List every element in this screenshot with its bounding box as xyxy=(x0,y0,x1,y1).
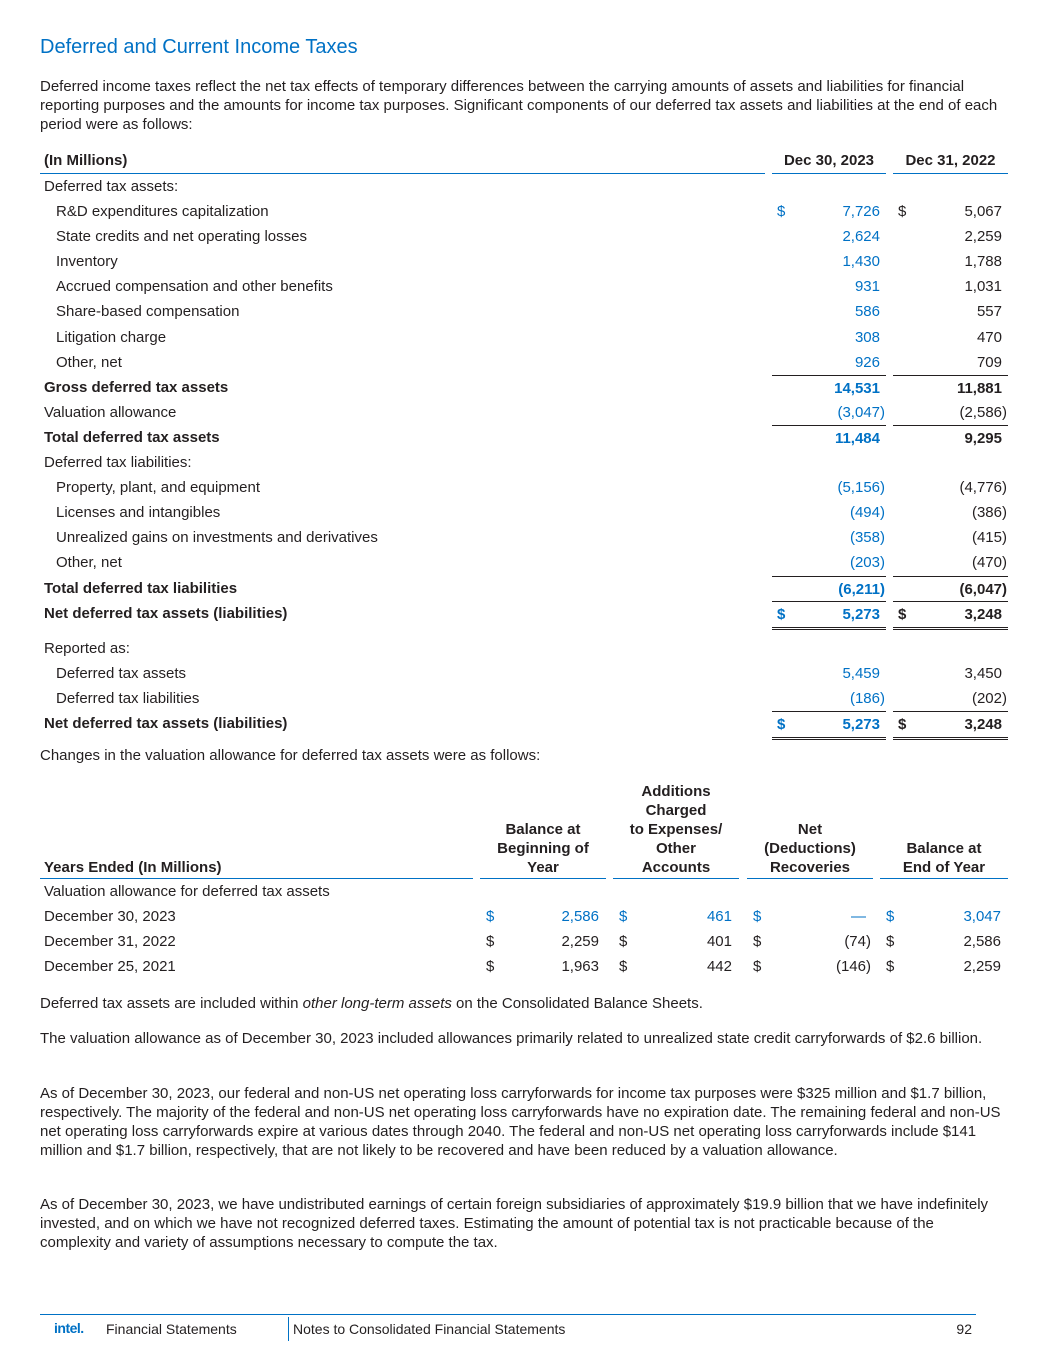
header-label: Years Ended (In Millions) xyxy=(44,859,222,876)
cell-dec-30-2023 xyxy=(772,375,886,401)
paragraph-balance-sheet-note xyxy=(40,994,1008,1013)
cell-value: 401 xyxy=(706,933,732,951)
cell-dec-31-2022 xyxy=(893,174,1008,199)
cell-dec-30-2023 xyxy=(772,661,886,686)
cell-dec-31-2022 xyxy=(893,450,1008,475)
cell-dec-30-2023 xyxy=(772,450,886,475)
row-label: Total deferred tax liabilities xyxy=(44,579,238,597)
table-row xyxy=(40,249,1008,274)
cell-value: (4,776) xyxy=(959,479,1007,497)
row-label: Accrued compensation and other benefits xyxy=(56,278,333,296)
cell-value: (186) xyxy=(849,690,885,708)
cell-dec-31-2022 xyxy=(893,525,1008,550)
row-label: State credits and net operating losses xyxy=(56,228,307,246)
row-label: December 25, 2021 xyxy=(44,958,176,976)
cell-dec-31-2022 xyxy=(893,224,1008,249)
row-label: December 31, 2022 xyxy=(44,933,176,951)
cell-dec-31-2022 xyxy=(893,601,1008,630)
valuation-allowance-table xyxy=(40,779,1008,979)
currency-symbol: $ xyxy=(777,716,786,734)
table-row xyxy=(40,711,1008,736)
cell-value: 461 xyxy=(706,908,732,926)
row-label: Deferred tax assets: xyxy=(44,178,179,195)
cell-value: 1,963 xyxy=(561,958,599,976)
cell-dec-30-2023 xyxy=(772,224,886,249)
cell-value: (358) xyxy=(849,529,885,547)
currency-symbol: $ xyxy=(619,908,628,926)
header-col-additions xyxy=(613,782,739,877)
row-label: Net deferred tax assets (liabilities) xyxy=(44,604,288,622)
cell-value: 7,726 xyxy=(842,203,880,221)
table-row xyxy=(40,601,1008,626)
cell-dec-30-2023 xyxy=(772,601,886,630)
cell-value: (470) xyxy=(971,554,1007,572)
cell-value: 2,586 xyxy=(963,933,1001,951)
currency-symbol: $ xyxy=(619,958,628,976)
paragraph-valuation: The valuation allowance as of December 30, 2023 included allowances primarily related to unrealized state credit carryforwards of $2.6 billion. xyxy=(40,1030,983,1047)
cell-dec-31-2022 xyxy=(893,425,1008,451)
intel-logo: intel. xyxy=(54,1320,84,1336)
table-row xyxy=(40,325,1008,350)
row-label: Inventory xyxy=(56,253,118,271)
currency-symbol: $ xyxy=(886,958,895,976)
cell-value: (146) xyxy=(835,958,871,976)
row-label: Net deferred tax assets (liabilities) xyxy=(44,715,288,733)
cell-dec-30-2023 xyxy=(772,711,886,740)
cell-value: 9,295 xyxy=(964,429,1002,447)
cell-value: (415) xyxy=(971,529,1007,547)
cell-value: 308 xyxy=(854,328,880,346)
cell-value: 5,067 xyxy=(964,203,1002,221)
table-row xyxy=(40,954,1008,979)
cell-value: (2,586) xyxy=(959,403,1007,421)
cell-value: 557 xyxy=(976,303,1002,321)
cell-value: 470 xyxy=(976,328,1002,346)
header-col-beginning-balance xyxy=(480,820,606,877)
cell-dec-30-2023 xyxy=(772,576,886,602)
cell-value: (6,047) xyxy=(959,580,1007,598)
cell-value: 586 xyxy=(854,303,880,321)
currency-symbol: $ xyxy=(486,908,495,926)
currency-symbol: $ xyxy=(898,716,907,734)
cell-value: 2,624 xyxy=(842,228,880,246)
page-footer xyxy=(40,1314,976,1343)
cell-dec-31-2022 xyxy=(893,661,1008,686)
header-line: End of Year xyxy=(902,859,986,876)
cell-dec-31-2022 xyxy=(893,325,1008,350)
row-label: Reported as: xyxy=(44,640,130,658)
table-row xyxy=(40,350,1008,375)
row-label: December 30, 2023 xyxy=(44,908,176,926)
table-row xyxy=(40,425,1008,450)
cell-value: 1,031 xyxy=(964,278,1002,296)
cell-value: 709 xyxy=(976,353,1002,371)
table-row xyxy=(40,475,1008,500)
cell-value: 2,259 xyxy=(561,933,599,951)
row-label: Other, net xyxy=(56,353,122,371)
currency-symbol: $ xyxy=(898,203,907,221)
header-col-2022: Dec 31, 2022 xyxy=(905,152,996,169)
row-label: R&D expenditures capitalization xyxy=(56,203,269,221)
row-label: Share-based compensation xyxy=(56,303,240,321)
table-row xyxy=(40,400,1008,425)
cell-dec-31-2022 xyxy=(893,299,1008,324)
cell-value: 3,450 xyxy=(964,665,1002,683)
table-body xyxy=(40,174,1008,737)
page-number: 92 xyxy=(956,1321,972,1337)
row-label: Deferred tax liabilities xyxy=(56,690,200,708)
cell-value: (5,156) xyxy=(837,479,885,497)
cell-value: 5,273 xyxy=(842,716,880,734)
cell-value: 11,881 xyxy=(956,379,1002,397)
header-col-ending-balance xyxy=(880,839,1008,877)
table-row xyxy=(40,879,1008,904)
table-row xyxy=(40,929,1008,954)
cell-value: 3,047 xyxy=(963,908,1001,926)
table-row xyxy=(40,904,1008,929)
cell-dec-30-2023 xyxy=(772,199,886,224)
cell-value: (74) xyxy=(844,933,871,951)
cell-dec-31-2022 xyxy=(893,249,1008,274)
paragraph-undistributed-earnings: As of December 30, 2023, we have undistributed earnings of certain foreign subsidiaries of approximately $19.9 billion that we have indefinitely invested, and on which we have not recognized deferred taxes. Estimating the amount of potential tax is not practicable because of the complexity and variety of assumptions necessary to compute the tax. xyxy=(40,1196,989,1251)
cell-dec-30-2023 xyxy=(772,325,886,350)
table-header xyxy=(40,779,1008,879)
row-label: Licenses and intangibles xyxy=(56,504,221,522)
currency-symbol: $ xyxy=(753,958,762,976)
header-line: Accounts xyxy=(641,859,711,876)
cell-value: 3,248 xyxy=(964,605,1002,623)
text: on the Consolidated Balance Sheets. xyxy=(451,995,703,1012)
section-label: Valuation allowance for deferred tax assets xyxy=(44,883,330,900)
row-label: Gross deferred tax assets xyxy=(44,378,229,396)
cell-dec-30-2023 xyxy=(772,425,886,451)
currency-symbol: $ xyxy=(486,933,495,951)
cell-dec-30-2023 xyxy=(772,525,886,550)
header-line: Charged xyxy=(645,802,707,819)
cell-value: 1,430 xyxy=(842,253,880,271)
section-title: Deferred and Current Income Taxes xyxy=(40,36,358,58)
footer-divider xyxy=(288,1317,289,1341)
table-row xyxy=(40,199,1008,224)
table-row xyxy=(40,661,1008,686)
cell-value: 3,248 xyxy=(964,716,1002,734)
cell-dec-30-2023 xyxy=(772,400,886,425)
cell-value: 2,259 xyxy=(964,228,1002,246)
cell-dec-31-2022 xyxy=(893,274,1008,299)
header-line: Beginning of xyxy=(497,840,589,857)
cell-dec-31-2022 xyxy=(893,636,1008,661)
header-label: (In Millions) xyxy=(44,152,128,169)
table-row xyxy=(40,174,1008,199)
footer-section: Financial Statements xyxy=(106,1321,237,1337)
row-label: Other, net xyxy=(56,554,122,572)
intro-paragraph: Deferred income taxes reflect the net tax effects of temporary differences between the carrying amounts of assets and liabilities for financial reporting purposes and the amounts for income tax purposes. Significant components of our deferred tax assets and liabilities at the end of each period were as follows: xyxy=(40,78,998,133)
cell-dec-30-2023 xyxy=(772,174,886,199)
cell-dec-30-2023 xyxy=(772,475,886,500)
cell-value: 2,586 xyxy=(561,908,599,926)
header-line: Other xyxy=(655,840,696,857)
deferred-tax-table xyxy=(40,148,1008,737)
cell-value: (202) xyxy=(971,690,1007,708)
cell-dec-31-2022 xyxy=(893,550,1008,575)
table-row xyxy=(40,686,1008,711)
cell-dec-30-2023 xyxy=(772,500,886,525)
cell-dec-30-2023 xyxy=(772,274,886,299)
cell-value: 5,459 xyxy=(842,665,880,683)
row-label: Total deferred tax assets xyxy=(44,428,220,446)
cell-dec-31-2022 xyxy=(893,576,1008,602)
cell-dec-30-2023 xyxy=(772,249,886,274)
header-line: to Expenses/ xyxy=(629,821,723,838)
currency-symbol: $ xyxy=(777,605,786,623)
cell-dec-30-2023 xyxy=(772,350,886,375)
cell-value: 2,259 xyxy=(963,958,1001,976)
cell-dec-30-2023 xyxy=(772,299,886,324)
row-label: Property, plant, and equipment xyxy=(56,479,261,497)
cell-dec-30-2023 xyxy=(772,550,886,575)
cell-dec-31-2022 xyxy=(893,475,1008,500)
cell-dec-31-2022 xyxy=(893,350,1008,375)
cell-dec-31-2022 xyxy=(893,500,1008,525)
currency-symbol: $ xyxy=(886,933,895,951)
cell-dec-30-2023 xyxy=(772,636,886,661)
currency-symbol: $ xyxy=(886,908,895,926)
row-label: Deferred tax assets xyxy=(56,665,187,683)
table-header xyxy=(40,148,1008,174)
currency-symbol: $ xyxy=(898,605,907,623)
currency-symbol: $ xyxy=(753,933,762,951)
row-label: Litigation charge xyxy=(56,328,167,346)
cell-value: 14,531 xyxy=(834,379,880,397)
currency-symbol: $ xyxy=(486,958,495,976)
italic-term: other long-term assets xyxy=(302,995,452,1012)
cell-value: 442 xyxy=(706,958,732,976)
header-line: Balance at xyxy=(505,821,581,838)
table-row xyxy=(40,299,1008,324)
cell-value: (494) xyxy=(849,504,885,522)
table-row xyxy=(40,450,1008,475)
cell-value: 5,273 xyxy=(842,605,880,623)
header-line: Balance at xyxy=(906,840,982,857)
cell-value: 11,484 xyxy=(834,429,880,447)
currency-symbol: $ xyxy=(777,203,786,221)
header-line: Year xyxy=(527,859,559,876)
cell-dec-30-2023 xyxy=(772,686,886,711)
cell-value: (6,211) xyxy=(838,580,885,598)
row-label: Deferred tax liabilities: xyxy=(44,454,192,472)
header-line: Recoveries xyxy=(769,859,851,876)
header-line: Net xyxy=(797,821,823,838)
cell-value: (203) xyxy=(849,554,885,572)
text: Deferred tax assets are included within xyxy=(40,995,303,1012)
table-row xyxy=(40,224,1008,249)
paragraph-nol: As of December 30, 2023, our federal and non-US net operating loss carryforwards for income tax purposes were $325 million and $1.7 billion, respectively. The majority of the federal and non-US net operating loss carryforwards have no expiration date. The remaining federal and non-US net operating loss carryforwards expire at various dates through 2040. The federal and non-US net operating loss carryforwards include $141 million and $1.7 billion, respectively, that are not likely to be recovered and have been reduced by a valuation allowance. xyxy=(40,1085,1001,1159)
row-label: Valuation allowance xyxy=(44,403,177,421)
table-row xyxy=(40,550,1008,575)
currency-symbol: $ xyxy=(619,933,628,951)
table-body xyxy=(40,904,1008,979)
cell-dec-31-2022 xyxy=(893,400,1008,425)
header-line: Additions xyxy=(641,783,711,800)
table-row xyxy=(40,500,1008,525)
table-row xyxy=(40,576,1008,601)
header-col-2023: Dec 30, 2023 xyxy=(783,152,875,169)
cell-dec-31-2022 xyxy=(893,686,1008,711)
cell-value: 1,788 xyxy=(964,253,1002,271)
footer-subsection: Notes to Consolidated Financial Statements xyxy=(293,1321,566,1337)
cell-dec-31-2022 xyxy=(893,199,1008,224)
cell-value: — xyxy=(851,908,866,926)
table-row xyxy=(40,375,1008,400)
table-row xyxy=(40,636,1008,661)
table-row xyxy=(40,274,1008,299)
row-label: Unrealized gains on investments and derivatives xyxy=(56,529,378,547)
table-row xyxy=(40,525,1008,550)
cell-value: 931 xyxy=(854,278,880,296)
header-line: (Deductions) xyxy=(764,840,856,857)
header-col-net-deductions xyxy=(747,820,873,877)
currency-symbol: $ xyxy=(753,908,762,926)
cell-value: (3,047) xyxy=(837,403,885,421)
cell-dec-31-2022 xyxy=(893,375,1008,401)
cell-value: (386) xyxy=(971,504,1007,522)
cell-dec-31-2022 xyxy=(893,711,1008,740)
valuation-caption: Changes in the valuation allowance for deferred tax assets were as follows: xyxy=(40,747,541,764)
cell-value: 926 xyxy=(854,353,880,371)
